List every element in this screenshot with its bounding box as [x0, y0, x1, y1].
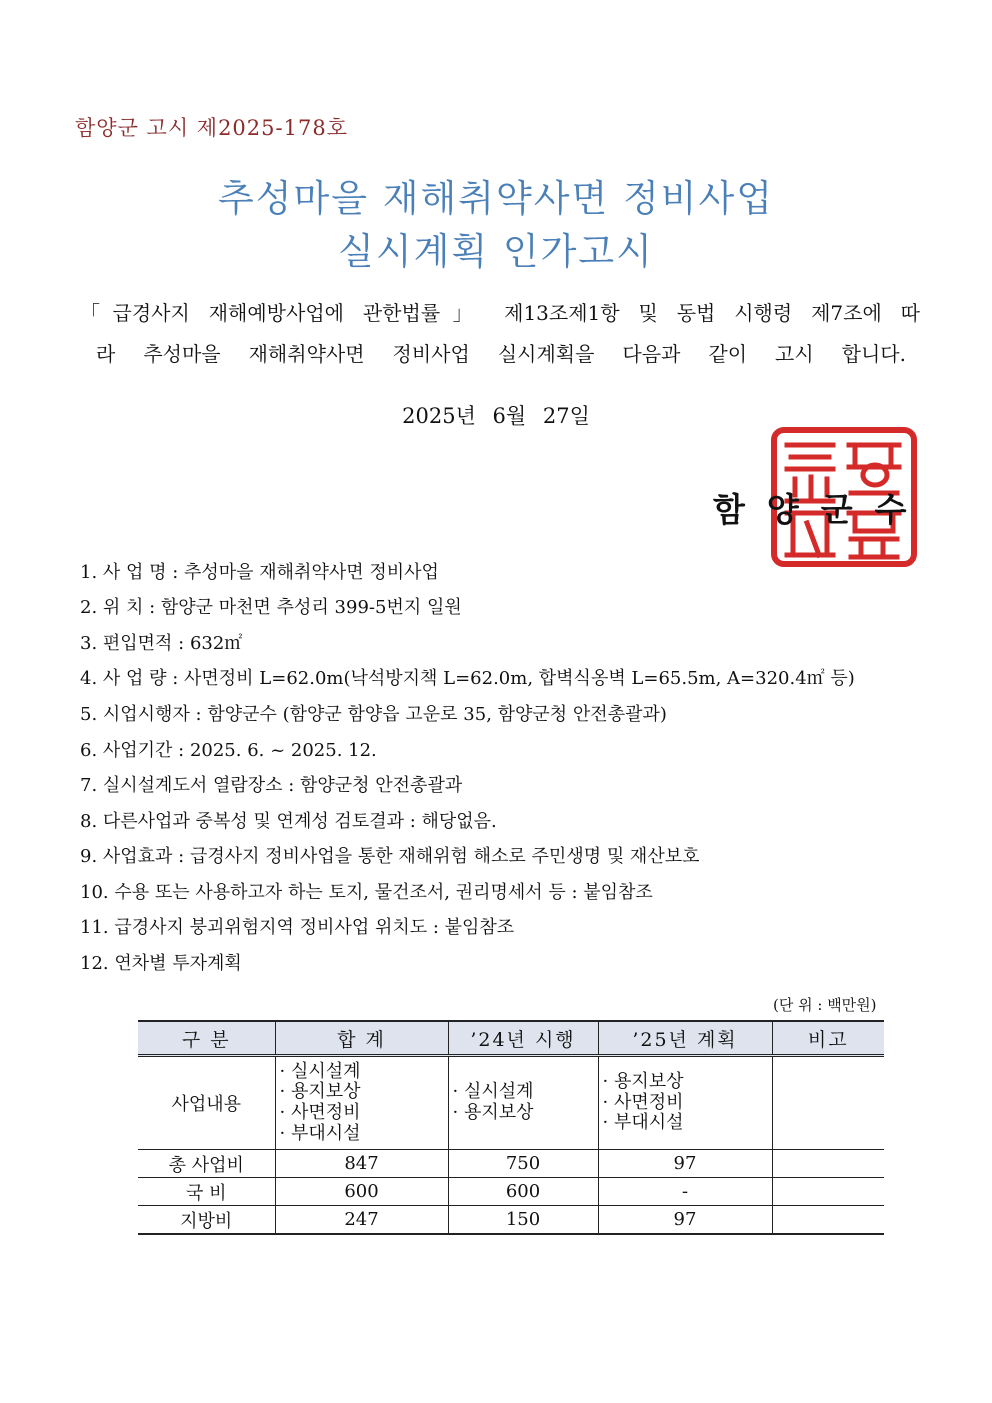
table-row: [138, 1206, 884, 1235]
cell-label: 총 사업비: [138, 1150, 275, 1178]
intro-text-line1: 「급경사지 재해예방사업에 관한법률」 제13조제1항 및 동법 시행령 제7조에 따: [80, 301, 920, 325]
item-investment-plan: 12. 연차별 투자계획: [80, 953, 242, 974]
cell-note: [772, 1150, 884, 1178]
notice-number: 함양군 고시 제2025-178호: [75, 116, 348, 140]
cell-2025: -: [598, 1178, 772, 1206]
list-item: · 부대시설: [602, 1112, 684, 1134]
list-item: · 용지보상: [279, 1081, 361, 1103]
cell-2025: 97: [598, 1150, 772, 1178]
cell-2024: 750: [448, 1150, 598, 1178]
list-item: · 용지보상: [602, 1070, 684, 1092]
list-item: · 사면정비: [279, 1102, 361, 1123]
cell-2025-list: [598, 1056, 772, 1150]
notice-date: 2025년 6월 27일: [402, 404, 590, 428]
item-operator: 5. 시업시행자 : 함양군수 (함양군 함양읍 고운로 35, 함양군청 안전총괄과): [80, 704, 667, 725]
cell-2024-list: [448, 1056, 598, 1150]
table-unit: (단 위 : 백만원): [773, 996, 877, 1014]
cell-label: 지방비: [138, 1206, 275, 1235]
cell-total: 247: [275, 1206, 448, 1235]
cell-2025: 97: [598, 1206, 772, 1235]
item-location-map: 11. 급경사지 붕괴위험지역 정비사업 위치도 : 붙임참조: [80, 917, 515, 938]
cell-total-list: [275, 1056, 448, 1150]
cell-total: 847: [275, 1150, 448, 1178]
list-item: · 부대시설: [279, 1122, 361, 1144]
item-inspection-place: 7. 실시설계도서 열람장소 : 함양군청 안전총괄과: [80, 775, 463, 796]
list-item: · 용지보상: [452, 1102, 534, 1123]
table-row: [138, 1150, 884, 1178]
header-2024: ’24년 시행: [448, 1021, 598, 1056]
cell-2024: 150: [448, 1206, 598, 1235]
item-location: 2. 위 치 : 함양군 마천면 추성리 399-5번지 일원: [80, 597, 462, 618]
item-review-result: 8. 다른사업과 중복성 및 연계성 검토결과 : 해당없음.: [80, 811, 497, 832]
table-header-row: [138, 1021, 884, 1056]
item-project-name: 1. 사 업 명 : 추성마을 재해취약사면 정비사업: [80, 562, 439, 583]
list-item: · 사면정비: [602, 1091, 684, 1113]
item-area: 3. 편입면적 : 632㎡: [80, 633, 243, 654]
cell-label: 사업내용: [138, 1056, 275, 1150]
item-effect: 9. 사업효과 : 급경사지 정비사업을 통한 재해위험 해소로 주민생명 및 재산보호: [80, 846, 700, 867]
cell-2024: 600: [448, 1178, 598, 1206]
signer-name: 함양군수: [713, 490, 929, 529]
item-period: 6. 사업기간 : 2025. 6. ~ 2025. 12.: [80, 740, 377, 761]
document-title-line2: 실시계획 인가고시: [338, 230, 654, 273]
intro-text-line2: 라 추성마을 재해취약사면 정비사업 실시계획을 다음과 같이 고시 합니다.: [96, 342, 906, 366]
document-title-line1: 추성마을 재해취약사면 정비사업: [218, 177, 774, 220]
cell-label: 국 비: [138, 1178, 275, 1206]
item-quantity: 4. 사 업 량 : 사면정비 L=62.0m(낙석방지책 L=62.0m, 합벽식옹벽 L=65.5m, A=320.4㎡ 등): [80, 668, 855, 689]
table-row: [138, 1178, 884, 1206]
cell-note: [772, 1178, 884, 1206]
list-item: · 실시설계: [279, 1060, 361, 1082]
header-note: 비고: [772, 1021, 884, 1056]
cell-note: [772, 1206, 884, 1235]
header-category: 구 분: [138, 1021, 275, 1056]
item-land-records: 10. 수용 또는 사용하고자 하는 토지, 물건조서, 권리명세서 등 : 붙임참조: [80, 882, 653, 903]
cell-note: [772, 1056, 884, 1150]
list-item: · 실시설계: [452, 1081, 534, 1103]
header-total: 합 계: [275, 1021, 448, 1056]
table-row-content: [138, 1056, 884, 1150]
header-2025: ’25년 계획: [598, 1021, 772, 1056]
cell-total: 600: [275, 1178, 448, 1206]
investment-table: [138, 1020, 884, 1235]
